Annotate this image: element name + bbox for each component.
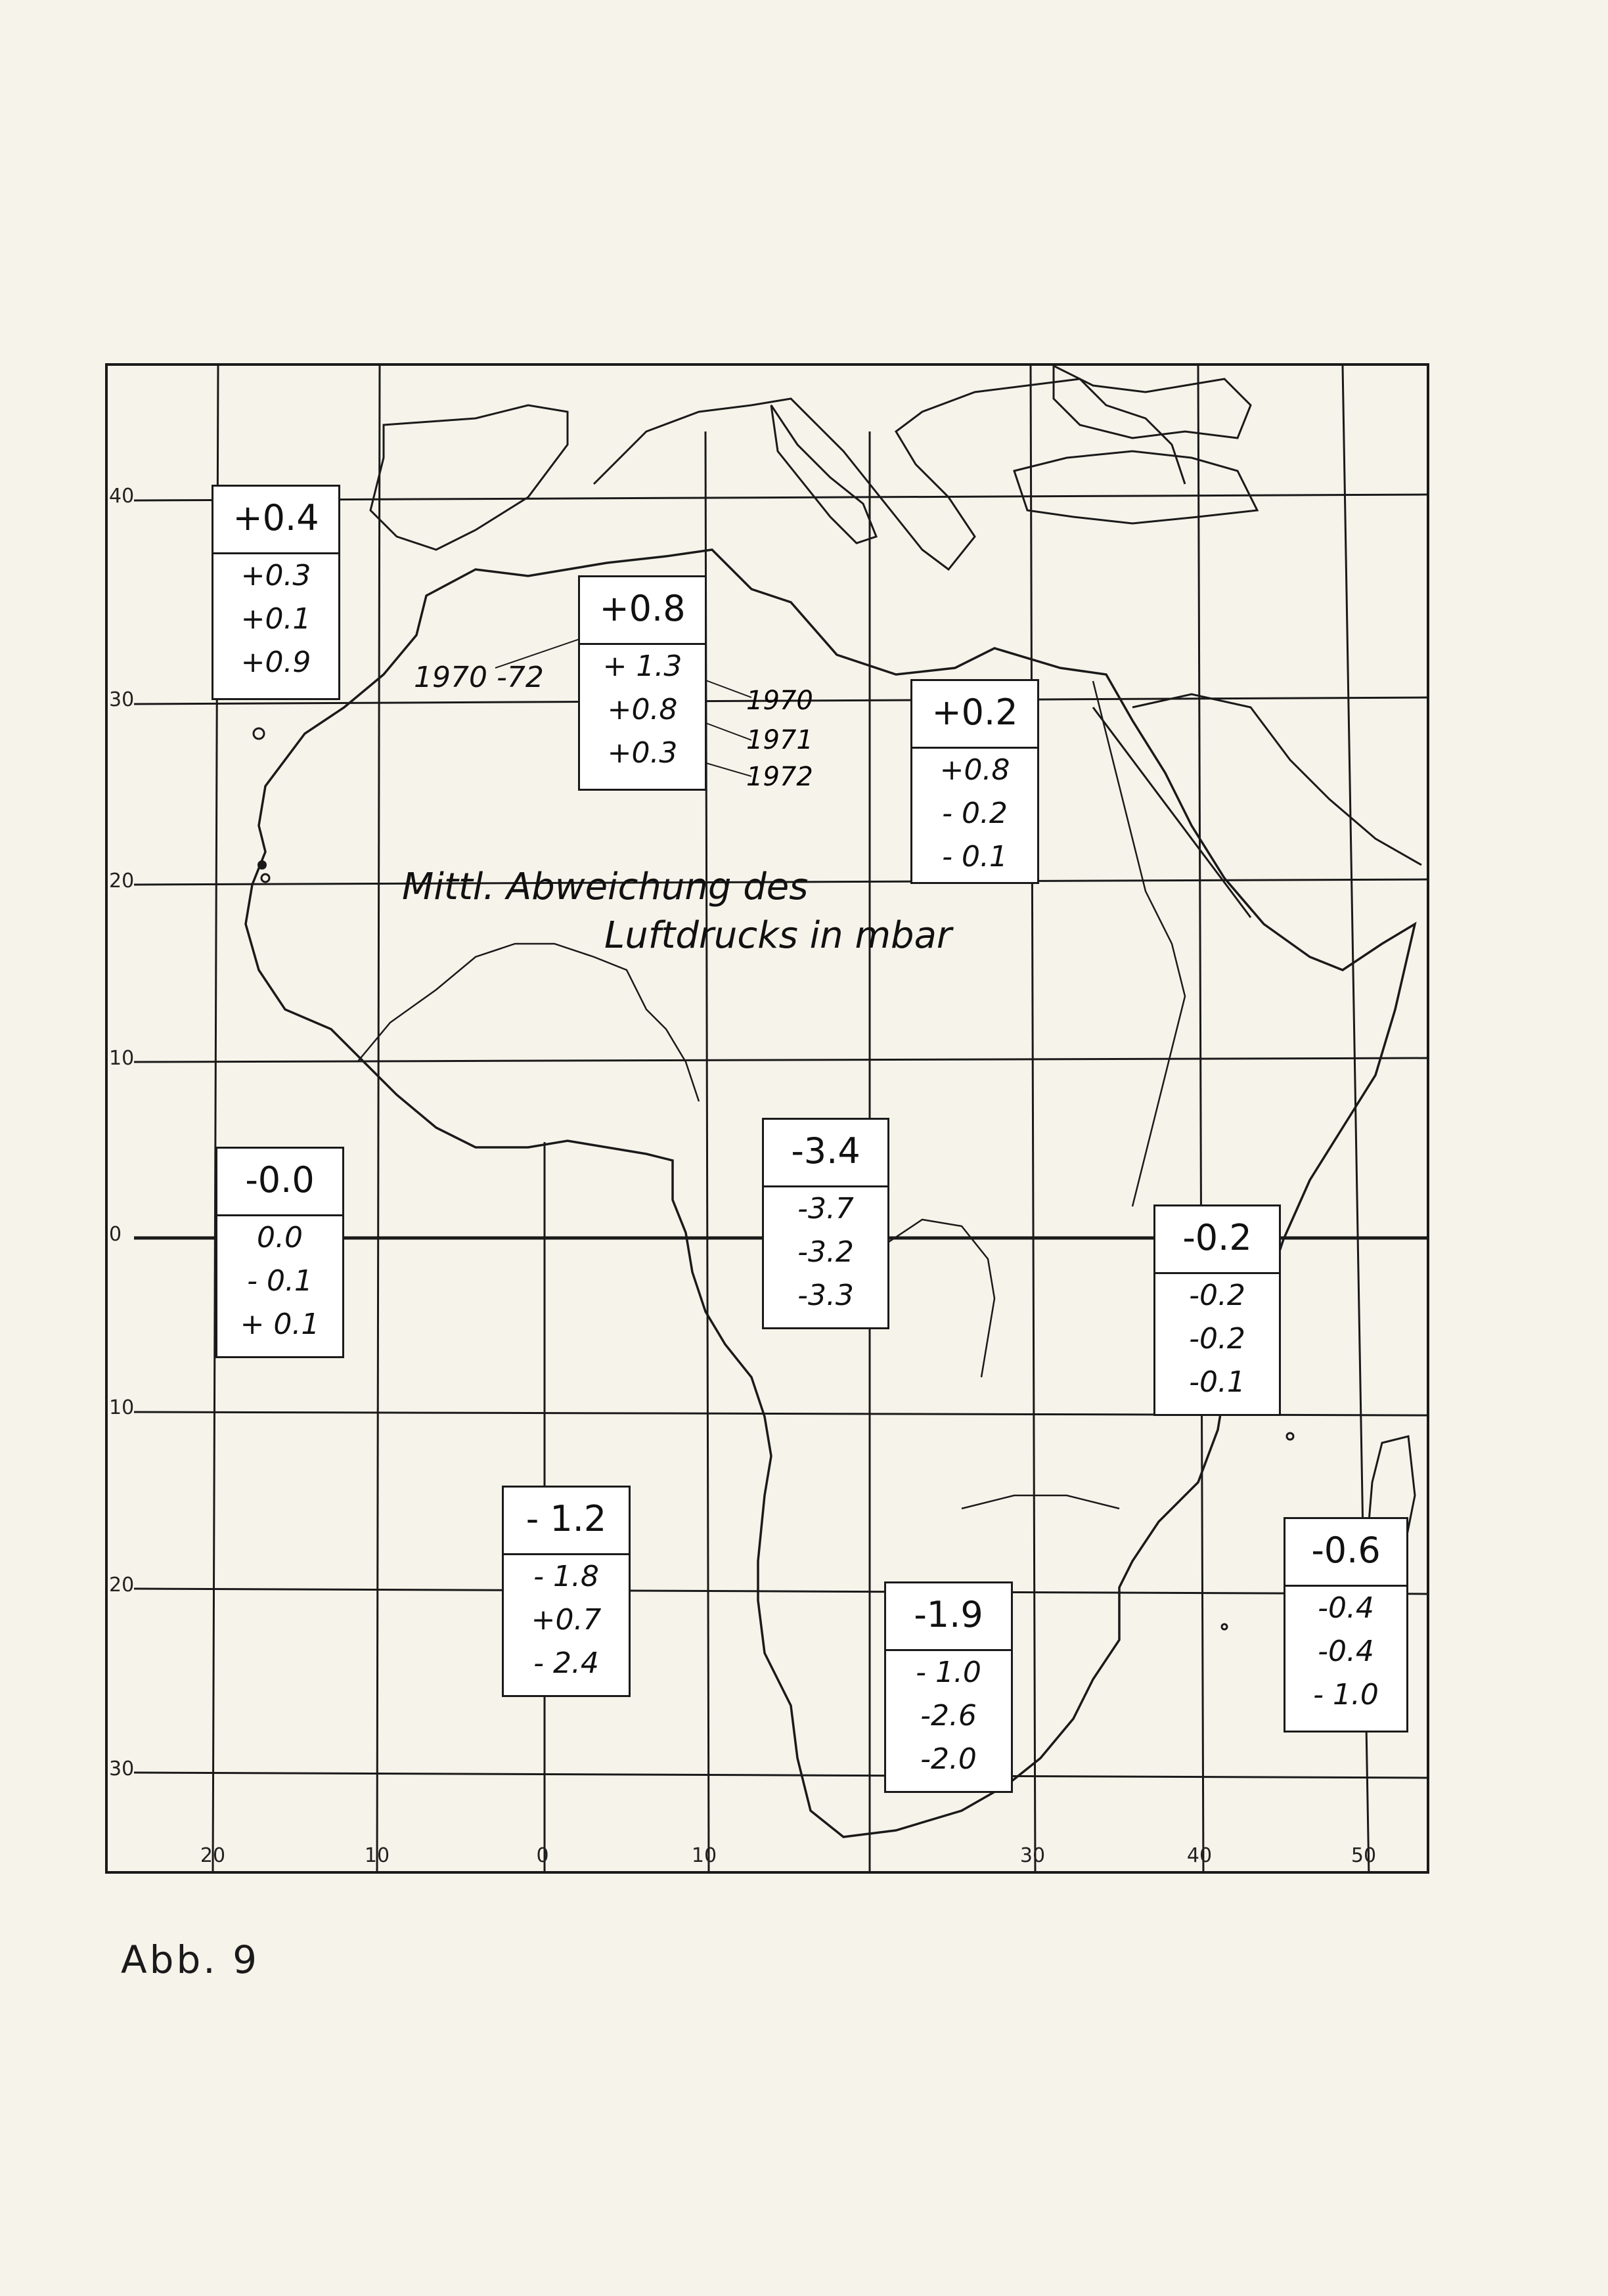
lat-label-10n: 10 (109, 1047, 135, 1070)
cape-verde (261, 874, 269, 882)
lat-label-30s: 30 (109, 1757, 135, 1780)
station-year-1970: + 1.3 (602, 650, 682, 683)
station-year-1971: -0.2 (1189, 1322, 1245, 1356)
station-year-1970: 0.0 (257, 1221, 303, 1254)
station-box-s-atlantic (502, 1486, 631, 1697)
year-tag-1970: 1970 (746, 686, 813, 716)
year-tag-1972: 1972 (746, 762, 813, 792)
lat-label-10s: 10 (109, 1396, 135, 1419)
canary-islands (254, 728, 264, 739)
iberia-outline (370, 405, 568, 550)
station-box-n-atlantic (212, 485, 340, 700)
station-mean: -1.9 (886, 1583, 1011, 1651)
station-box-east-africa (1153, 1204, 1281, 1416)
river-niger (357, 944, 699, 1101)
station-year-1971: - 0.2 (942, 797, 1008, 830)
lon-label-30e: 30 (1019, 1844, 1046, 1867)
lon-label-10w: 10 (364, 1844, 390, 1867)
station-year-1972: -0.1 (1189, 1365, 1245, 1399)
lon-line-40e (1198, 366, 1203, 1874)
red-sea-outline (1093, 707, 1251, 917)
lat-label-20s: 20 (109, 1574, 135, 1597)
station-year-1971: -3.2 (797, 1235, 854, 1269)
map-title-line2: Luftdrucks in mbar (604, 914, 952, 957)
station-year-1970: -0.4 (1318, 1591, 1374, 1625)
period-label: 1970 -72 (414, 661, 544, 694)
station-mean: -0.2 (1155, 1206, 1279, 1274)
station-year-1972: +0.9 (240, 646, 311, 679)
station-box-nw-africa (578, 575, 707, 791)
station-year-1972: - 2.4 (533, 1646, 599, 1680)
station-mean: - 1.2 (504, 1488, 629, 1555)
lon-label-50e: 50 (1351, 1844, 1377, 1867)
station-year-1971: +0.1 (240, 602, 311, 636)
station-year-1971: +0.7 (531, 1603, 602, 1637)
station-mean: +0.8 (580, 577, 705, 645)
turkey-outline (1014, 451, 1257, 523)
lat-label-20n: 20 (109, 870, 135, 893)
station-box-egypt (910, 679, 1039, 884)
black-sea-outline (1054, 366, 1251, 438)
lat-label-equator: 0 (109, 1223, 122, 1246)
station-year-1971: -2.6 (920, 1699, 977, 1733)
map-title-line1: Mittl. Abweichung des (402, 866, 809, 908)
station-box-madagascar (1284, 1517, 1408, 1733)
station-year-1971: +0.8 (607, 693, 678, 726)
lat-line-30s (134, 1773, 1429, 1778)
station-year-1972: -2.0 (920, 1742, 977, 1776)
lat-label-40n: 40 (109, 485, 135, 508)
station-year-1972: +0.3 (607, 736, 678, 770)
station-dot-dakar (257, 860, 267, 870)
station-year-1970: - 1.0 (916, 1656, 981, 1689)
station-mean: -0.6 (1285, 1519, 1406, 1587)
lat-line-10n (134, 1058, 1429, 1062)
station-year-1972: - 0.1 (942, 840, 1008, 873)
station-year-1971: -0.4 (1318, 1635, 1374, 1668)
lat-line-20s (134, 1589, 1429, 1594)
station-year-1972: -3.3 (797, 1279, 854, 1312)
station-year-1971: - 0.1 (247, 1264, 313, 1298)
station-mean: +0.4 (213, 487, 338, 554)
arabia-outline (1132, 694, 1421, 865)
comoros (1287, 1433, 1293, 1440)
station-mean: +0.2 (912, 681, 1037, 749)
station-year-1970: -0.2 (1189, 1279, 1245, 1312)
italy-outline (771, 405, 876, 543)
station-year-1970: +0.3 (240, 559, 311, 592)
lat-label-30n: 30 (109, 688, 135, 711)
lon-label-40e: 40 (1186, 1844, 1213, 1867)
lon-label-0: 0 (536, 1844, 549, 1867)
lon-label-20w: 20 (200, 1844, 226, 1867)
year-tag-1971: 1971 (746, 725, 813, 755)
station-box-gulf-guinea-w (215, 1147, 344, 1358)
lon-label-10e: 10 (691, 1844, 717, 1867)
station-mean: -3.4 (764, 1120, 887, 1187)
river-zambezi (962, 1495, 1119, 1509)
station-year-1972: + 0.1 (240, 1308, 320, 1341)
river-nile (1093, 681, 1185, 1206)
station-mean: -0.0 (217, 1149, 342, 1216)
station-year-1970: +0.8 (939, 753, 1010, 787)
station-box-southern-africa (884, 1581, 1013, 1793)
station-year-1972: - 1.0 (1313, 1678, 1379, 1711)
europe-outline (594, 379, 1185, 569)
station-year-1970: - 1.8 (533, 1560, 599, 1593)
lon-line-10w (377, 366, 380, 1874)
station-year-1970: -3.7 (797, 1192, 854, 1225)
lon-line-30e (1031, 366, 1035, 1874)
figure-caption: Abb. 9 (121, 1937, 260, 1982)
station-box-congo (762, 1118, 889, 1329)
mauritius (1222, 1624, 1227, 1629)
